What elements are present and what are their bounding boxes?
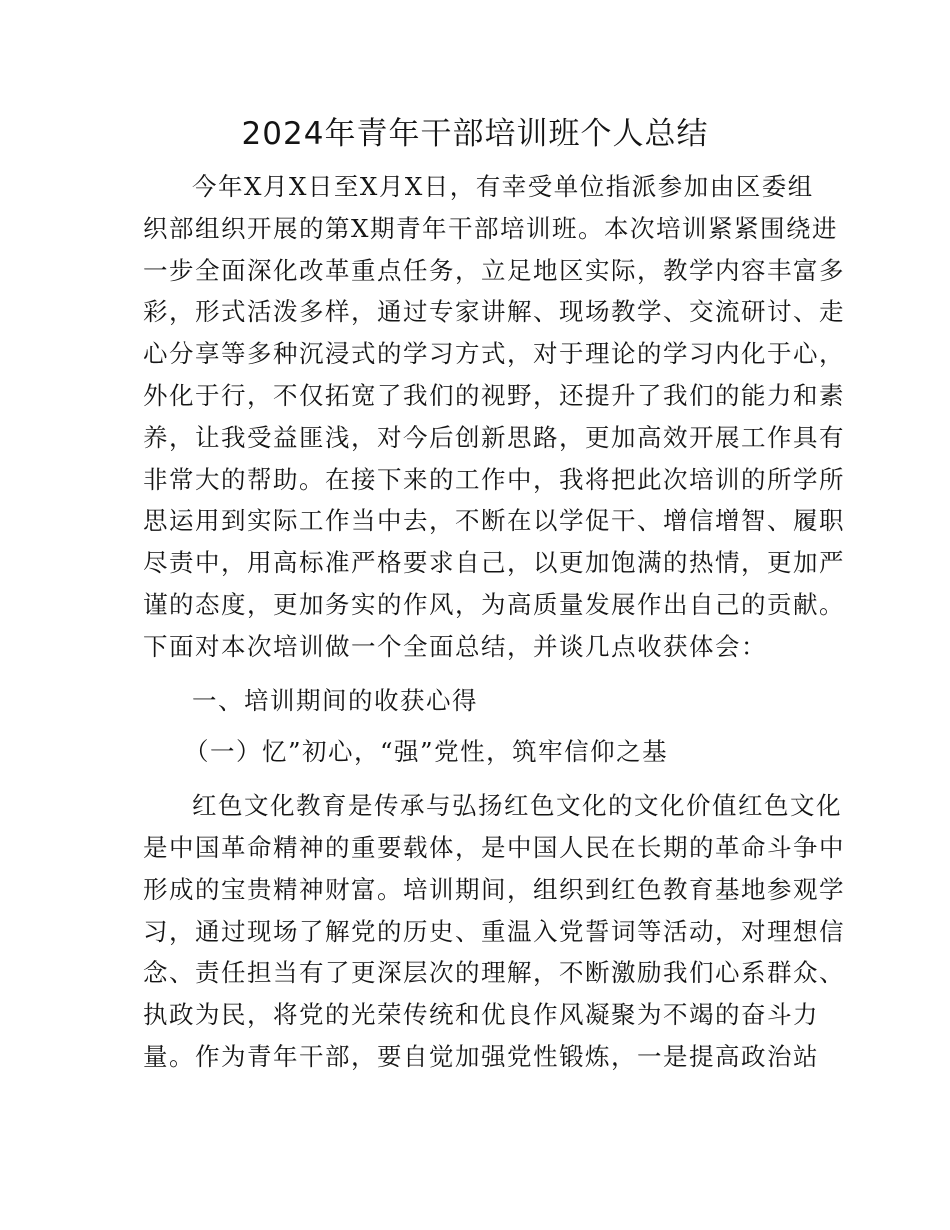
paragraph-line: 今年X月X日至X月X日，有幸受单位指派参加由区委组 (192, 172, 814, 201)
paragraph-line: 外化于行，不仅拓宽了我们的视野，还提升了我们的能力和素 (143, 380, 845, 410)
paragraph-line: 心分享等多种沉浸式的学习方式，对于理论的学习内化于心， (143, 339, 845, 369)
paragraph-line: 执政为民，将党的光荣传统和优良作风凝聚为不竭的奋斗力 (143, 1000, 819, 1030)
document-title: 2024年青年干部培训班个人总结 (241, 116, 709, 152)
subsection-heading: （一）忆”初心，“强”党性，筑牢信仰之基 (184, 737, 669, 767)
paragraph-line: 思运用到实际工作当中去，不断在以学促干、增信增智、履职 (143, 506, 845, 536)
paragraph-line: 非常大的帮助。在接下来的工作中，我将把此次培训的所学所 (143, 464, 845, 494)
paragraph-line: 织部组织开展的第X期青年干部培训班。本次培训紧紧围绕进 (143, 213, 838, 243)
document-body (143, 166, 845, 1078)
paragraph-line: 红色文化教育是传承与弘扬红色文化的文化价值红色文化 (192, 791, 842, 821)
paragraph-line: 养，让我受益匪浅，对今后创新思路，更加高效开展工作具有 (143, 422, 845, 452)
paragraph-line: 彩，形式活泼多样，通过专家讲解、现场教学、交流研讨、走 (143, 297, 845, 327)
paragraph-line: 谨的态度，更加务实的作风，为高质量发展作出自己的贡献。 (143, 589, 845, 619)
section-heading: 一、培训期间的收获心得 (192, 685, 478, 715)
paragraph-line: 形成的宝贵精神财富。培训期间，组织到红色教育基地参观学 (143, 874, 845, 904)
paragraph-line: 念、责任担当有了更深层次的理解，不断激励我们心系群众、 (143, 958, 845, 988)
paragraph-line: 习，通过现场了解党的历史、重温入党誓词等活动，对理想信 (143, 916, 845, 946)
paragraph-line: 一步全面深化改革重点任务，立足地区实际，教学内容丰富多 (143, 255, 845, 285)
paragraph-line: 是中国革命精神的重要载体，是中国人民在长期的革命斗争中 (143, 832, 845, 862)
paragraph-line: 量。作为青年干部，要自觉加强党性锻炼，一是提高政治站 (143, 1041, 819, 1071)
paragraph-line: 尽责中，用高标准严格要求自己，以更加饱满的热情，更加严 (143, 548, 845, 578)
paragraph-line: 下面对本次培训做一个全面总结，并谈几点收获体会： (143, 631, 767, 661)
